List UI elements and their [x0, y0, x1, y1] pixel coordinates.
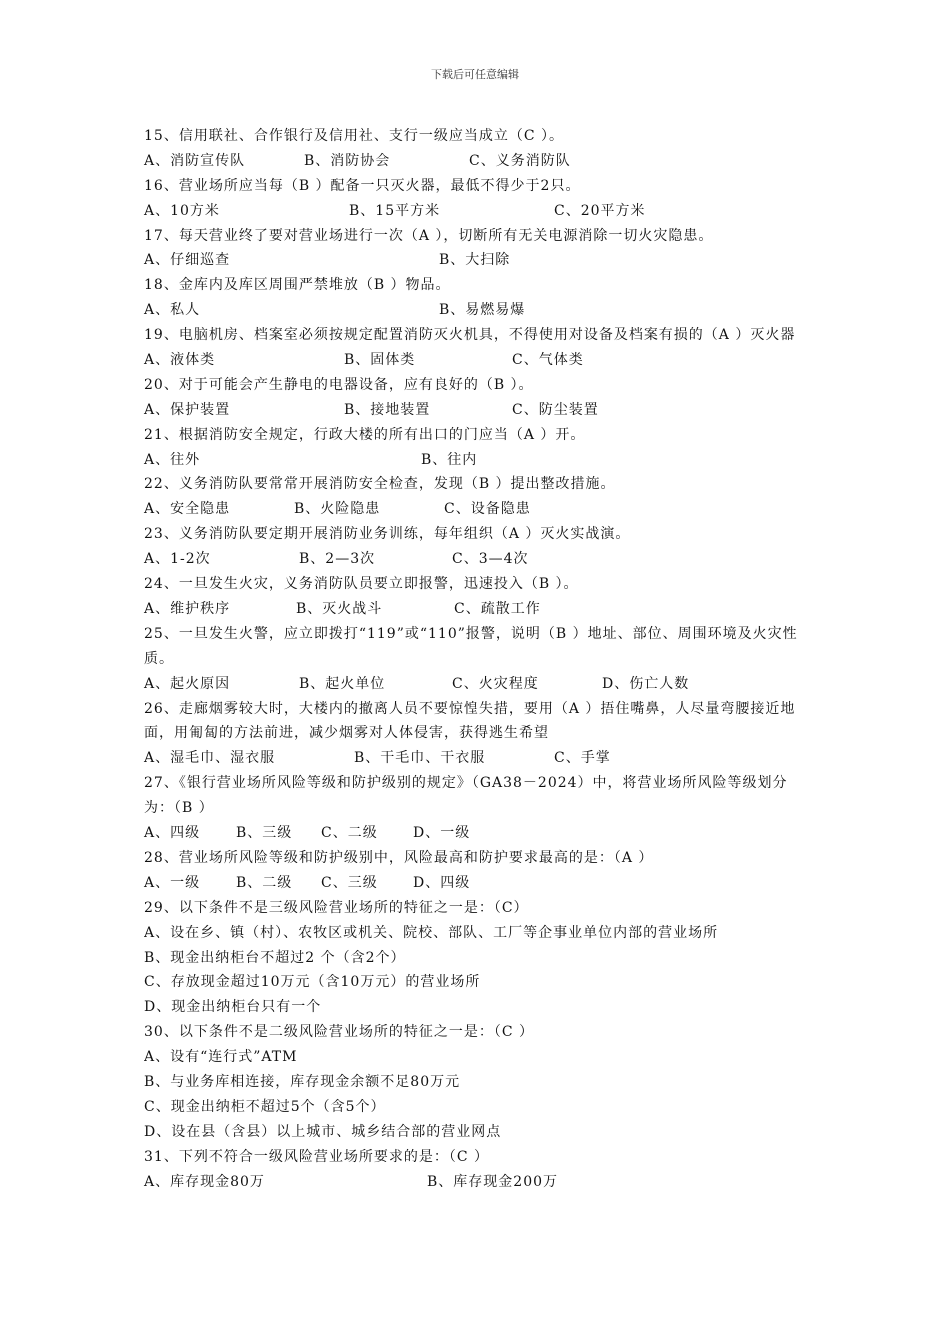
option-text: A、仔细巡查 [144, 252, 231, 269]
option-text: A、消防宣传队 [144, 152, 246, 169]
option-text: C、义务消防队 [469, 152, 571, 169]
option-text: A、湿毛巾、湿衣服 [144, 750, 276, 767]
options-row [144, 448, 814, 473]
option-text: C、3—4次 [452, 551, 529, 568]
question-line: 18、金库内及库区周围严禁堆放（B ）物品。 [144, 277, 451, 294]
option-text: A、起火原因 [144, 675, 231, 692]
options-row [144, 149, 814, 174]
options-row [144, 497, 814, 522]
option-text: D、一级 [413, 825, 471, 842]
option-text: C、20平方米 [554, 202, 646, 219]
options-row [144, 199, 814, 224]
question-line: 24、一旦发生火灾，义务消防队员要立即报警，迅速投入（B ）。 [144, 576, 579, 593]
question-line: 17、每天营业终了要对营业场进行一次（A ），切断所有无关电源消除一切火灾隐患。 [144, 227, 714, 244]
question-line: 28、营业场所风险等级和防护级别中，风险最高和防护要求最高的是：（A ） [144, 849, 654, 866]
option-text: A、液体类 [144, 352, 216, 369]
question-line: A、设在乡、镇（村）、农牧区或机关、院校、部队、工厂等企事业单位内部的营业场所 [144, 924, 719, 941]
question-line: C、现金出纳柜不超过5个（含5个） [144, 1098, 386, 1115]
option-text: C、火灾程度 [452, 675, 539, 692]
option-text: A、安全隐患 [144, 501, 231, 518]
question-line: 21、根据消防安全规定，行政大楼的所有出口的门应当（A ）开。 [144, 426, 586, 443]
option-text: C、手掌 [554, 750, 611, 767]
option-text: B、起火单位 [299, 675, 386, 692]
question-line: 20、对于可能会产生静电的电器设备，应有良好的（B ）。 [144, 376, 534, 393]
option-text: B、接地装置 [344, 401, 431, 418]
question-line: B、现金出纳柜台不超过2 个（含2个） [144, 949, 406, 966]
option-text: A、私人 [144, 302, 201, 319]
options-row [144, 597, 814, 622]
option-text: B、火险隐患 [294, 501, 381, 518]
options-row [144, 871, 814, 896]
options-row [144, 248, 814, 273]
options-row [144, 398, 814, 423]
option-text: D、伤亡人数 [602, 675, 690, 692]
option-text: A、往外 [144, 451, 201, 468]
option-text: C、气体类 [512, 352, 584, 369]
option-text: A、保护装置 [144, 401, 231, 418]
question-line: 15、信用联社、合作银行及信用社、支行一级应当成立（C ）。 [144, 128, 564, 144]
question-line: B、与业务库相连接，库存现金余额不足80万元 [144, 1073, 461, 1090]
question-line: 22、义务消防队要常常开展消防安全检查，发现（B ）提出整改措施。 [144, 476, 616, 493]
option-text: B、二级 [236, 874, 293, 891]
option-text: B、三级 [236, 825, 293, 842]
option-text: C、二级 [321, 825, 378, 842]
option-text: B、消防协会 [304, 152, 391, 169]
question-line: A、设有“连行式”ATM [144, 1049, 298, 1066]
option-text: B、库存现金200万 [427, 1173, 559, 1190]
question-line: 25、一旦发生火警，应立即拨打“119”或“110”报警，说明（B ）地址、部位、周围环境及火灾性质。 [144, 625, 798, 667]
question-line: D、设在县（含县）以上城市、城乡结合部的营业网点 [144, 1123, 502, 1140]
question-line: 27、《银行营业场所风险等级和防护级别的规定》（GA38－2024）中，将营业场所风险等级划分为：（B ） [144, 775, 788, 817]
question-line: D、现金出纳柜台只有一个 [144, 999, 322, 1016]
option-text: B、干毛巾、干衣服 [354, 750, 486, 767]
option-text: B、灭火战斗 [296, 600, 383, 617]
option-text: C、设备隐患 [444, 501, 531, 518]
question-line: 23、义务消防队要定期开展消防业务训练，每年组织（A ）灭火实战演。 [144, 526, 631, 543]
options-row [144, 298, 814, 323]
question-line: 26、走廊烟雾较大时，大楼内的撤离人员不要惊惶失措，要用（A ）捂住嘴鼻，人尽量弯腰接近地面，用匍匐的方法前进，减少烟雾对人体侵害，获得逃生希望 [144, 700, 796, 742]
option-text: B、固体类 [344, 352, 416, 369]
option-text: C、疏散工作 [454, 600, 541, 617]
option-text: A、库存现金80万 [144, 1173, 265, 1190]
question-line: 16、营业场所应当每（B ）配备一只灭火器，最低不得少于2只。 [144, 177, 581, 194]
option-text: C、三级 [321, 874, 378, 891]
option-text: C、防尘装置 [512, 401, 599, 418]
option-text: B、往内 [421, 451, 478, 468]
option-text: B、大扫除 [439, 252, 511, 269]
question-line: 19、电脑机房、档案室必须按规定配置消防灭火机具，不得使用对设备及档案有损的（A ）灭火器 [144, 327, 796, 344]
option-text: A、10方米 [144, 202, 220, 219]
options-row [144, 746, 814, 771]
option-text: B、易燃易爆 [439, 302, 526, 319]
option-text: A、1-2次 [144, 551, 211, 568]
page-header: 下载后可任意编辑 [431, 68, 519, 81]
option-text: A、维护秩序 [144, 600, 231, 617]
question-line: C、存放现金超过10万元（含10万元）的营业场所 [144, 974, 481, 991]
options-row [144, 547, 814, 572]
option-text: B、15平方米 [349, 202, 441, 219]
options-row [144, 672, 814, 697]
options-row [144, 348, 814, 373]
options-row [144, 1170, 814, 1195]
question-line: 30、以下条件不是二级风险营业场所的特征之一是：（C ） [144, 1024, 534, 1041]
options-row [144, 821, 814, 846]
question-line: 29、以下条件不是三级风险营业场所的特征之一是：（C） [144, 899, 529, 916]
document-body [144, 124, 814, 1194]
option-text: A、四级 [144, 825, 201, 842]
option-text: A、一级 [144, 874, 201, 891]
question-line: 31、下列不符合一级风险营业场所要求的是：（C ） [144, 1148, 489, 1165]
option-text: B、2—3次 [299, 551, 376, 568]
option-text: D、四级 [413, 874, 471, 891]
